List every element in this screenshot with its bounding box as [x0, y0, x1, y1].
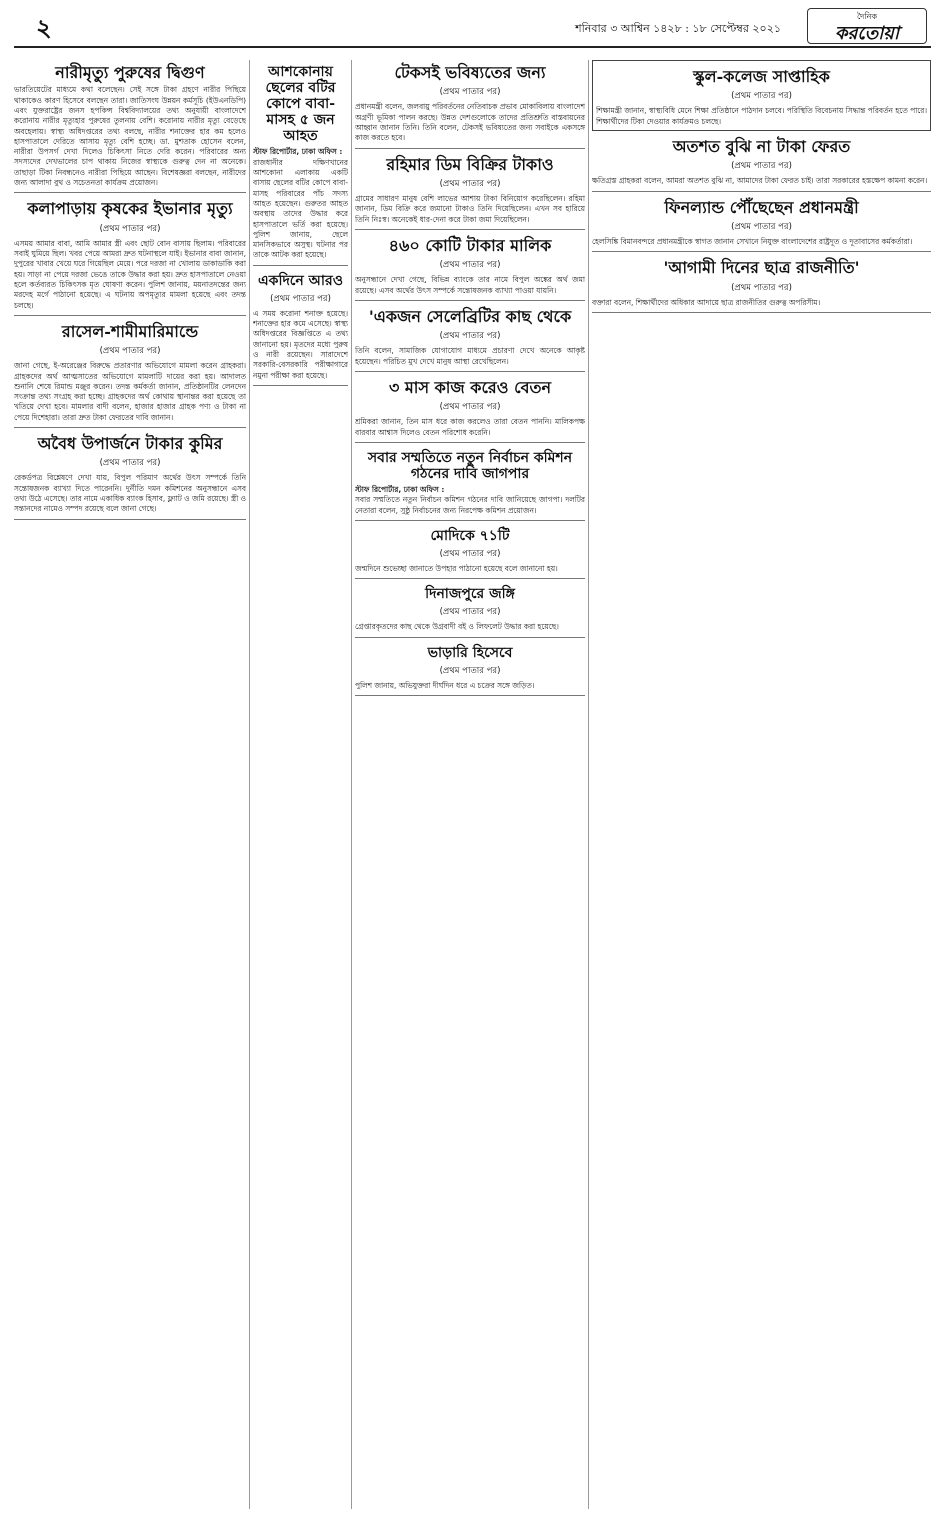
article-body: ক্ষতিগ্রস্ত গ্রাহকরা বলেন, আমরা অতশত বুঝি না, আমাদের টাকা ফেরত চাই। তারা সরকারের হস্তক্ষেপ কামনা করেন। — [592, 176, 928, 186]
headline: মোদিকে ৭১টি — [430, 527, 510, 544]
article-body: জানা গেছে, ই-অরেঞ্জের বিরুদ্ধে প্রতারণার অভিযোগে মামলা করেন গ্রাহকরা। গ্রাহকদের অর্থ আত্মসাতের অভিযোগে মামলাটি দায়ের করা হয়। আদালত শুনানি শেষে রিমান্ড মঞ্জুর করেন। তদন্ত কর্মকর্তা জানান, প্রতিষ্ঠানটির লেনদেন সংক্রান্ত তথ্য সংগ্রহ করা হচ্ছে। গ্রাহকদের অর্থ কোথায় স্থানান্তর করা হয়েছে তা খতিয়ে দেখা হবে। মামলার বাদী বলেন, হাজার হাজার গ্রাহক পণ্য ও টাকা না পেয়ে দিশেহারা। তারা দ্রুত টাকা ফেরতের দাবি জানান। — [14, 361, 246, 422]
article-body: ভারতিয়েটের মাধ্যমে কথা বলেছেন। সেই সঙ্গে টাকা গ্রহণে নারীর পিছিয়ে থাকাকেও কারণ হিসেবে বলছেন তারা। জাতিসংঘ উন্নয়ন কর্মসূচি (ইউএনডিপি) এবং যুক্তরাষ্ট্রের জনস হপকিন্স বিশ্ববিদ্যালয়ের তথ্য অনুযায়ী বাংলাদেশে করোনায় নারীর মৃত্যুহার পুরুষের তুলনায় বেশি। করোনায় নারীর মৃত্যু বেড়েছে অবহেলায়। স্বাস্থ্য অধিদপ্তরের তথ্য বলছে, নারীর শনাক্তের হার কম হলেও হাসপাতালে দেরিতে আসায় মৃত্যু বেশি হচ্ছে। ডা. মুশতাক হোসেন বলেন, নারীরা উপসর্গ দেখা দিলেও চিকিৎসা নিতে দেরি করেন। পরিবারের অন্য সদস্যদের দেখভালের চাপ থাকায় নিজের স্বাস্থ্যকে গুরুত্ব দেন না অনেকে। তাছাড়া টিকা নিবন্ধনেও নারীরা পিছিয়ে আছেন। বিশেষজ্ঞরা বলছেন, নারীদের জন্য আলাদা বুথ ও সচেতনতা কার্যক্রম প্রয়োজন। — [14, 85, 246, 188]
article — [355, 641, 585, 696]
headline: অতশত বুঝি না টাকা ফেরত — [672, 136, 851, 156]
article — [592, 255, 931, 313]
article — [592, 134, 931, 192]
continuation-label: (প্রথম পাতার পর) — [731, 161, 792, 172]
headline: সবার সম্মতিতে নতুন নির্বাচন কমিশন গঠনের দাবি জাগপার — [367, 449, 573, 482]
article-body: সবার সম্মতিতে নতুন নির্বাচন কমিশন গঠনের দাবি জানিয়েছে জাগপা। দলটির নেতারা বলেন, সুষ্ঠু নির্বাচনের জন্য নিরপেক্ষ কমিশন প্রয়োজন। — [355, 495, 585, 515]
column-4 — [592, 60, 931, 1509]
article — [14, 196, 246, 315]
column-rule — [588, 60, 589, 1509]
article-body: এ সময় করোনা শনাক্ত হয়েছে। শনাক্তের হার কমে এসেছে। স্বাস্থ্য অধিদপ্তরের বিজ্ঞপ্তিতে এ তথ্য জানানো হয়। মৃতদের মধ্যে পুরুষ ও নারী রয়েছেন। সারাদেশে সরকারি-বেসরকারি পরীক্ষাগারে নমুনা পরীক্ষা করা হয়েছে। — [253, 308, 348, 380]
continuation-label: (প্রথম পাতার পর) — [439, 260, 501, 271]
continuation-label: (প্রথম পাতার পর) — [99, 346, 161, 357]
continuation-label: (প্রথম পাতার পর) — [439, 331, 501, 342]
article-body: শ্রমিকরা জানান, তিন মাস ধরে কাজ করলেও তারা বেতন পাননি। মালিকপক্ষ বারবার আশ্বাস দিলেও বেতন পরিশোধ করেনি। — [355, 417, 585, 437]
headline: রাসেল-শামীমারিমান্ডে — [61, 321, 199, 341]
byline: স্টাফ রিপোর্টার, ঢাকা অফিস : — [253, 147, 343, 157]
masthead-small: দৈনিক — [856, 12, 878, 21]
article — [355, 582, 585, 637]
article — [592, 60, 931, 131]
headline: একদিনে আরও — [258, 272, 343, 289]
article — [355, 60, 585, 149]
masthead-name: করতোয়া — [834, 23, 900, 44]
article-body: রাজধানীর দক্ষিণখানের আশকোনা এলাকায় একটি বাসায় ছেলের বটির কোপে বাবা-মাসহ পরিবারের পাঁচ সদস্য আহত হয়েছেন। গুরুতর আহত অবস্থায় তাদের উদ্ধার করে হাসপাতালে ভর্তি করা হয়েছে। পুলিশ জানায়, ছেলে মানসিকভাবে অসুস্থ। ঘটনার পর তাকে আটক করা হয়েছে। — [253, 157, 348, 260]
headline: 'একজন সেলেব্রিটির কাছ থেকে — [368, 306, 572, 326]
article-body: প্রধানমন্ত্রী বলেন, জলবায়ু পরিবর্তনের নেতিবাচক প্রভাব মোকাবিলায় বাংলাদেশ অগ্রণী ভূমিকা পালন করছে। উন্নত দেশগুলোকে তাদের প্রতিশ্রুতি বাস্তবায়নের আহ্বান জানান তিনি। তিনি বলেন, টেকসই ভবিষ্যতের জন্য সবাইকে একসঙ্গে কাজ করতে হবে। — [355, 102, 585, 143]
article — [355, 233, 585, 301]
continuation-label: (প্রথম পাতার পর) — [99, 458, 161, 469]
continuation-label: (প্রথম পাতার পর) — [731, 222, 792, 233]
column-2 — [253, 60, 348, 1509]
page-header — [14, 8, 931, 48]
continuation-label: (প্রথম পাতার পর) — [439, 178, 501, 189]
article — [253, 269, 348, 386]
headline: ৩ মাস কাজ করেও বেতন — [388, 377, 552, 397]
article-body: এসময় আমার বাবা, আমি আমার স্ত্রী এবং ছোট বোন বাসায় ছিলাম। পরিবারের সবাই ঘুমিয়ে ছিল। খবর পেয়ে আমরা দ্রুত ঘটনাস্থলে যাই। ইভানার বাবা জানান, দুপুরের খাবার খেয়ে ঘরে গিয়েছিল মেয়ে। পরে দরজা না খোলায় ডাকাডাকি করা হয়। সাড়া না পেয়ে দরজা ভেঙে তাকে উদ্ধার করা হয়। দ্রুত হাসপাতালে নেওয়া হলে কর্তব্যরত চিকিৎসক মৃত ঘোষণা করেন। পুলিশ জানায়, ময়নাতদন্তের জন্য মরদেহ মর্গে পাঠানো হয়েছে। এ ঘটনায় অপমৃত্যুর মামলা হয়েছে এবং তদন্ত চলছে। — [14, 238, 246, 310]
article-body: হেলসিঙ্কি বিমানবন্দরে প্রধানমন্ত্রীকে স্বাগত জানান সেখানে নিযুক্ত বাংলাদেশের রাষ্ট্রদূত ও দূতাবাসের কর্মকর্তারা। — [592, 237, 913, 247]
headline: আশকোনায় ছেলের বটির কোপে বাবা-মাসহ ৫ জন আহত — [265, 64, 336, 145]
headline: অবৈধ উপার্জনে টাকার কুমির — [37, 434, 223, 453]
article — [355, 152, 585, 230]
column-1 — [14, 60, 246, 1509]
headline: নারীমৃত্যু পুরুষের দ্বিগুণ — [55, 63, 205, 82]
article-body: জন্মদিনে শুভেচ্ছা জানাতে উপহার পাঠানো হয়েছে বলে জানানো হয়। — [355, 563, 558, 573]
article-body: পুলিশ জানায়, অভিযুক্তরা দীর্ঘদিন ধরে এ চক্রের সঙ্গে জড়িত। — [355, 680, 535, 690]
headline: রহিমার ডিম বিক্রির টাকাও — [386, 154, 554, 174]
article-body: রেকর্ডপত্র বিশ্লেষণে দেখা যায়, বিপুল পরিমাণ অর্থের উৎস সম্পর্কে তিনি সন্তোষজনক ব্যাখ্যা দিতে পারেননি। দুর্নীতি দমন কমিশনের অনুসন্ধানে এসব তথ্য উঠে এসেছে। তার নামে একাধিক ব্যাংক হিসাব, ফ্ল্যাট ও জমি রয়েছে। স্ত্রী ও সন্তানদের নামেও সম্পদ রয়েছে বলে জানা গেছে। — [14, 473, 246, 514]
byline: স্টাফ রিপোর্টার, ঢাকা অফিস : — [355, 485, 445, 494]
article — [253, 60, 348, 266]
headline: 'আগামী দিনের ছাত্র রাজনীতি' — [663, 258, 860, 278]
article — [14, 319, 246, 428]
column-rule — [351, 60, 352, 1509]
article — [355, 524, 585, 579]
column-rule — [249, 60, 250, 1509]
continuation-label: (প্রথম পাতার পর) — [439, 548, 501, 559]
headline: স্কুল-কলেজ সাপ্তাহিক — [693, 67, 830, 86]
headline: কলাপাড়ায় কৃষকের ইভানার মৃত্যু — [27, 199, 233, 219]
article — [355, 375, 585, 443]
page-number: ২ — [36, 13, 52, 42]
article-body: অনুসন্ধানে দেখা গেছে, বিভিন্ন ব্যাংকে তার নামে বিপুল অঙ্কের অর্থ জমা রয়েছে। এসব অর্থের উৎস সম্পর্কে সন্তোষজনক ব্যাখ্যা পাওয়া যায়নি। — [355, 275, 585, 295]
article — [14, 431, 246, 520]
continuation-label: (প্রথম পাতার পর) — [731, 91, 792, 102]
continuation-label: (প্রথম পাতার পর) — [270, 293, 331, 304]
headline: দিনাজপুরে জঙ্গি — [425, 586, 515, 603]
continuation-label: (প্রথম পাতার পর) — [99, 223, 161, 234]
column-3 — [355, 60, 585, 1509]
headline: ফিনল্যান্ড পৌঁছেছেন প্রধানমন্ত্রী — [664, 197, 859, 217]
masthead-logo — [807, 8, 927, 44]
continuation-label: (প্রথম পাতার পর) — [439, 402, 501, 413]
headline: টেকসই ভবিষ্যতের জন্য — [394, 63, 546, 82]
continuation-label: (প্রথম পাতার পর) — [439, 607, 501, 618]
article — [14, 60, 246, 193]
headline: ৪৬০ কোটি টাকার মালিক — [388, 235, 552, 255]
article-body: তিনি বলেন, সামাজিক যোগাযোগ মাধ্যমে প্রচারণা দেখে অনেকে আকৃষ্ট হয়েছেন। পরিচিত মুখ দেখে মানুষ আস্থা রেখেছিলেন। — [355, 346, 585, 366]
article-body: গ্রামের সাধারণ মানুষ বেশি লাভের আশায় টাকা বিনিয়োগ করেছিলেন। রহিমা জানান, ডিম বিক্রি করে জমানো টাকাও তিনি দিয়েছিলেন। এখন সব হারিয়ে তিনি নিঃস্ব। অনেকেই ধার-দেনা করে টাকা জমা দিয়েছিলেন। — [355, 193, 585, 224]
article-body: বক্তারা বলেন, শিক্ষার্থীদের অধিকার আদায়ে ছাত্র রাজনীতির গুরুত্ব অপরিসীম। — [592, 297, 821, 307]
continuation-label: (প্রথম পাতার পর) — [439, 665, 501, 676]
continuation-label: (প্রথম পাতার পর) — [731, 282, 792, 293]
article — [355, 304, 585, 372]
dateline: শনিবার ৩ আশ্বিন ১৪২৮ : ১৮ সেপ্টেম্বর ২০২১ — [575, 22, 781, 35]
article-body: গ্রেপ্তারকৃতদের কাছ থেকে উগ্রবাদী বই ও লিফলেট উদ্ধার করা হয়েছে। — [355, 622, 559, 632]
headline: ভাড়ারি হিসেবে — [427, 644, 513, 661]
article — [355, 446, 585, 521]
article-body: শিক্ষামন্ত্রী জানান, স্বাস্থ্যবিধি মেনে শিক্ষা প্রতিষ্ঠানে পাঠদান চলবে। পরিস্থিতি বিবেচনায় সিদ্ধান্ত পরিবর্তন হতে পারে। শিক্ষার্থীদের টিকা দেওয়ার কার্যক্রমও চলছে। — [596, 106, 927, 126]
article — [592, 195, 931, 253]
continuation-label: (প্রথম পাতার পর) — [439, 87, 501, 98]
